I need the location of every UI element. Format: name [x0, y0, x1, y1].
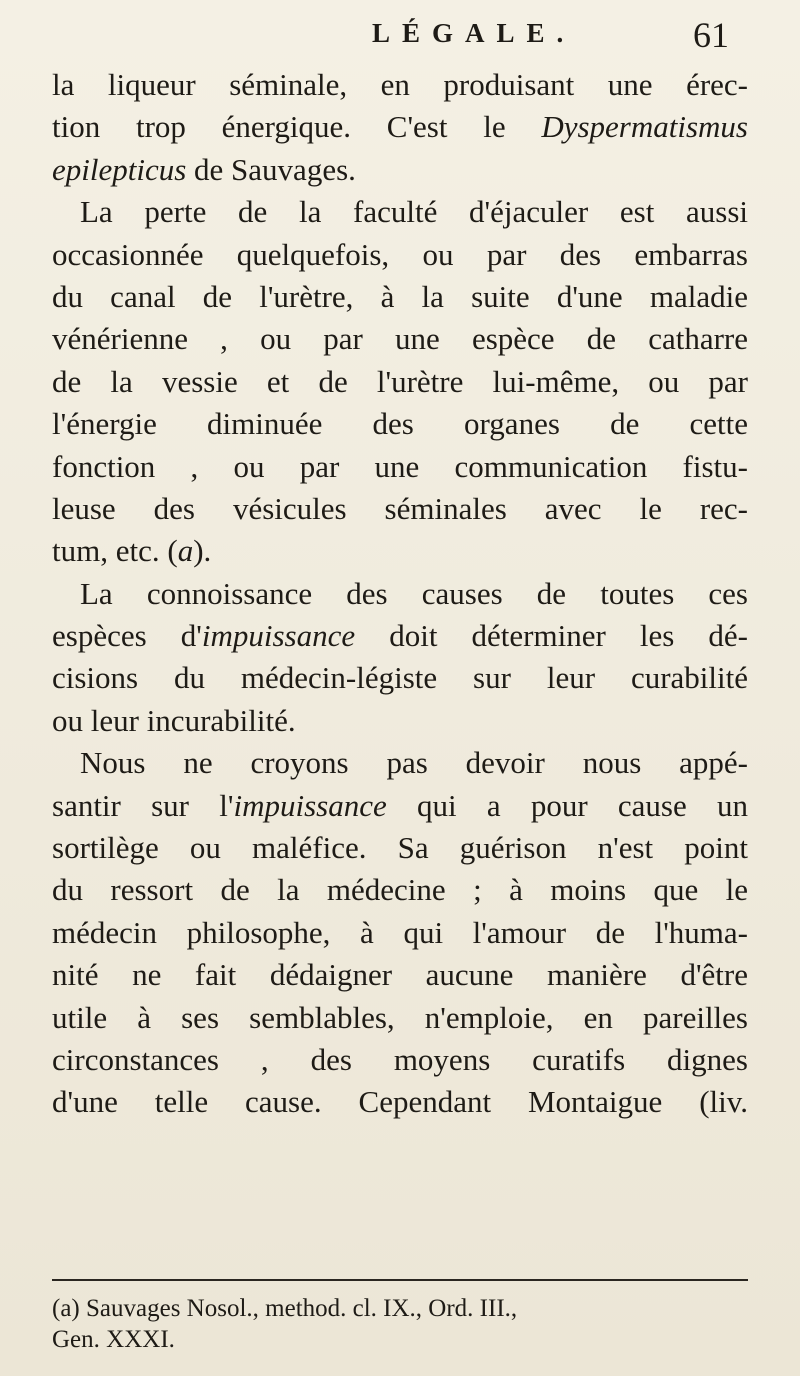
text-span: la liqueur séminale, en produisant une érec- — [52, 67, 748, 102]
text-span: tum, etc. ( — [52, 533, 178, 569]
text-span: médecin philosophe, à qui l'amour de l'huma- — [52, 914, 748, 950]
text-span: santir sur l' — [52, 787, 234, 823]
text-span: La connoissance des causes de toutes ces — [80, 575, 748, 611]
text-line — [52, 403, 748, 445]
text-line — [52, 234, 748, 276]
text-line — [52, 785, 748, 827]
text-span: sortilège ou maléfice. Sa guérison n'est point — [52, 830, 748, 866]
text-line — [52, 318, 748, 360]
text-line — [52, 106, 748, 148]
text-line — [52, 446, 748, 488]
text-line — [52, 191, 748, 233]
footnote-line: Gen. XXXI. — [52, 1326, 175, 1353]
footnote-marker: a — [177, 533, 194, 569]
text-line — [52, 912, 748, 954]
page-number: 61 — [693, 15, 729, 55]
text-span: vénérienne , ou par une espèce de catharre — [52, 321, 748, 357]
text-line — [52, 997, 748, 1039]
running-head — [0, 15, 800, 68]
text-span: l'énergie diminuée des organes de cette — [52, 406, 748, 442]
text-span: tion trop énergique. C'est le — [52, 109, 542, 145]
body-text — [52, 64, 748, 1124]
italic-term: impuissance — [233, 787, 387, 823]
text-span: nité ne fait dédaigner aucune manière d'être — [52, 957, 748, 993]
text-line — [52, 869, 748, 911]
text-span: ou leur incurabilité. — [52, 702, 296, 738]
text-span: doit déterminer les dé- — [355, 618, 748, 654]
footnote-line: (a) Sauvages Nosol., method. cl. IX., Ord. III., — [52, 1295, 518, 1322]
text-span: qui a pour cause un — [386, 787, 748, 823]
text-line — [52, 64, 748, 106]
text-span: de Sauvages. — [186, 151, 356, 187]
italic-term: impuissance — [201, 618, 356, 654]
text-line — [52, 149, 748, 191]
text-span: ). — [193, 533, 212, 569]
text-span: utile à ses semblables, n'emploie, en pareilles — [52, 999, 748, 1035]
running-title: LÉGALE. — [372, 18, 576, 48]
text-span: espèces d' — [52, 618, 202, 654]
text-span: fonction , ou par une communication fistu- — [52, 448, 748, 484]
text-line — [52, 700, 748, 742]
footnote-rule — [52, 1279, 748, 1281]
text-span: circonstances , des moyens curatifs dignes — [52, 1041, 748, 1077]
text-line — [52, 361, 748, 403]
text-line — [52, 742, 748, 784]
text-span: d'une telle cause. Cependant Montaigue (liv. — [52, 1084, 748, 1120]
text-line — [52, 488, 748, 530]
text-line — [52, 1039, 748, 1081]
text-line — [52, 1081, 748, 1123]
text-line — [52, 276, 748, 318]
text-line — [52, 954, 748, 996]
text-line — [52, 530, 748, 572]
footnote — [52, 1293, 748, 1355]
text-line — [52, 827, 748, 869]
italic-term: epilepticus — [52, 151, 187, 187]
text-span: Nous ne croyons pas devoir nous appé- — [80, 745, 748, 781]
text-span: cisions du médecin-légiste sur leur curabilité — [52, 660, 748, 696]
text-span: du canal de l'urètre, à la suite d'une maladie — [52, 278, 748, 314]
text-span: du ressort de la médecine ; à moins que le — [52, 872, 748, 908]
text-span: leuse des vésicules séminales avec le rec- — [52, 490, 748, 526]
text-span: occasionnée quelquefois, ou par des embarras — [52, 236, 748, 272]
text-span: La perte de la faculté d'éjaculer est aussi — [80, 194, 748, 230]
text-line — [52, 657, 748, 699]
text-line — [52, 615, 748, 657]
text-line — [52, 573, 748, 615]
text-span: de la vessie et de l'urètre lui-même, ou par — [52, 363, 748, 399]
italic-term: Dyspermatismus — [541, 109, 748, 145]
